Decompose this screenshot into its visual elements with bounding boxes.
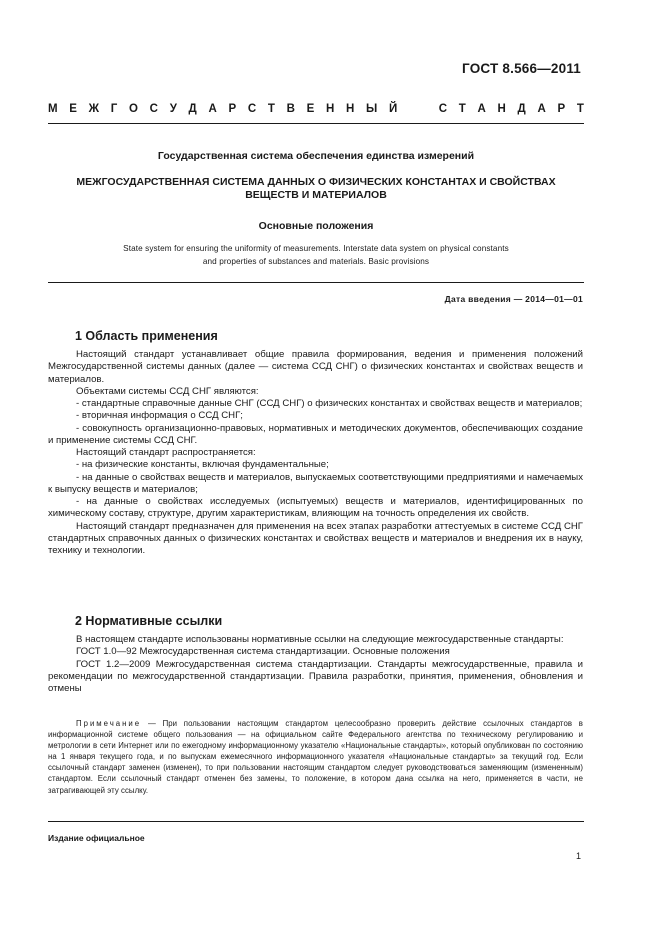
introduction-date: Дата введения — 2014—01—01 xyxy=(444,294,583,304)
s1-para-4: - совокупность организационно-правовых, нормативных и методических документов, обеспечивающих создание и применение системы ССД СНГ. xyxy=(48,422,583,446)
banner-letter: Й xyxy=(388,103,398,115)
banner-letter: У xyxy=(169,103,177,115)
s1-para-0: Настоящий стандарт устанавливает общие правила формирования, ведения и применения положений Межгосударственной системы данных (далее — система ССД СНГ) о физических константах и свойствах веществ и материалов. xyxy=(48,349,583,385)
title-rule xyxy=(48,282,584,283)
s1-para-8: - на данные о свойствах исследуемых (испытуемых) веществ и материалов, идентифицированных по химическому составу, структуре, другим характеристикам, влияющим на точность определения их свойств. xyxy=(48,496,583,520)
document-code: ГОСТ 8.566—2011 xyxy=(462,61,581,76)
s1-para-2: - стандартные справочные данные СНГ (ССД СНГ) о физических константах и свойствах веществ и материалов; xyxy=(76,398,583,409)
section1-heading: 1 Область применения xyxy=(75,329,218,343)
english-title-line1: State system for ensuring the uniformity of measurements. Interstate data system on physical constants xyxy=(123,244,509,253)
banner-letter: В xyxy=(286,103,295,115)
banner-letter: Н xyxy=(325,103,335,115)
main-title xyxy=(48,176,584,202)
banner-letter: Р xyxy=(228,103,237,115)
banner-letter: Р xyxy=(557,103,566,115)
note-block xyxy=(48,718,583,796)
standard-banner xyxy=(48,103,584,115)
section1-body xyxy=(48,349,583,557)
english-title xyxy=(48,243,584,268)
banner-letter xyxy=(424,103,427,115)
banner-letter: Ж xyxy=(88,103,100,115)
s2-para-1: ГОСТ 1.0—92 Межгосударственная система стандартизации. Основные положения xyxy=(76,646,450,658)
banner-letter: Е xyxy=(69,103,77,115)
banner-letter: О xyxy=(129,103,138,115)
banner-letter: С xyxy=(247,103,257,115)
note-label: Примечание xyxy=(76,719,142,728)
english-title-line2: and properties of substances and materials. Basic provisions xyxy=(202,256,430,266)
banner-letter: А xyxy=(477,103,486,115)
banner-letter: Ы xyxy=(366,103,378,115)
main-title-line1: МЕЖГОСУДАРСТВЕННАЯ СИСТЕМА ДАННЫХ О ФИЗИЧЕСКИХ КОНСТАНТАХ И СВОЙСТВАХ xyxy=(76,176,556,188)
main-title-line2: ВЕЩЕСТВ И МАТЕРИАЛОВ xyxy=(245,189,387,201)
banner-letter: Г xyxy=(110,103,118,115)
section2-body xyxy=(48,634,583,695)
note-text: — При пользовании настоящим стандартом целесообразно проверить действие ссылочных стандартов в информационной системе общего пользования — на официальном сайте Федерального агентства по техническому регулированию и метрологии в сети Интернет или по ежегодному информационному указателю «Национальные стандарты», который опубликован по состоянию на 1 января текущего года, и по выпускам ежемесячного информационного указателя «Национальные стандарты» за текущий год. Если ссылочный стандарт заменен (изменен), то при пользовании настоящим стандартом следует руководствоваться заменяющим (измененным) стандартом. Если ссылочный стандарт отменен без замены, то положение, в котором дана ссылка на него, применяется в части, не затрагивающей эту ссылку. xyxy=(48,719,583,795)
subtitle: Основные положения xyxy=(258,220,374,232)
banner-letter: Н xyxy=(346,103,355,115)
s1-para-7: - на данные о свойствах веществ и материалов, выпускаемых соответствующими предприятиями и намечаемых к выпуску веществ и материалов; xyxy=(48,471,583,495)
banner-letter: С xyxy=(149,103,158,115)
banner-letter: А xyxy=(537,103,546,115)
footer-rule xyxy=(48,821,584,822)
section2-heading: 2 Нормативные ссылки xyxy=(75,614,223,628)
banner-letter: Т xyxy=(267,103,275,115)
banner-letter xyxy=(409,103,412,115)
top-rule xyxy=(48,123,584,124)
banner-letter: М xyxy=(48,103,58,115)
s1-para-5: Настоящий стандарт распространяется: xyxy=(76,447,256,458)
s2-para-0: В настоящем стандарте использованы нормативные ссылки на следующие межгосударственные стандарты: xyxy=(76,634,564,645)
banner-letter: Д xyxy=(188,103,197,115)
banner-letter: А xyxy=(208,103,217,115)
banner-letter: Н xyxy=(497,103,506,115)
s1-para-3: - вторичная информация о ССД СНГ; xyxy=(76,410,243,422)
page-number: 1 xyxy=(576,851,582,861)
banner-letter: Т xyxy=(576,103,584,115)
s1-para-1: Объектами системы ССД СНГ являются: xyxy=(76,385,259,397)
banner-letter: Е xyxy=(306,103,315,115)
s1-para-9: Настоящий стандарт предназначен для применения на всех этапах разработки аттестуемых в системе ССД СНГ стандартных справочных данных о физических константах и свойствах веществ и материалов и внедрения их в науку, технику и технологии. xyxy=(48,520,583,556)
system-title: Государственная система обеспечения единства измерений xyxy=(157,150,475,162)
s1-para-6: - на физические константы, включая фундаментальные; xyxy=(76,459,329,471)
banner-letter: Т xyxy=(458,103,466,115)
s2-para-2: ГОСТ 1.2—2009 Межгосударственная система стандартизации. Стандарты межгосударственные, правила и рекомендации по межгосударственной стандартизации. Правила разработки, принятия, применения, обновления и отмены xyxy=(48,658,583,694)
banner-letter: Д xyxy=(517,103,526,115)
banner-letter: С xyxy=(438,103,448,115)
edition-label: Издание официальное xyxy=(48,833,145,843)
